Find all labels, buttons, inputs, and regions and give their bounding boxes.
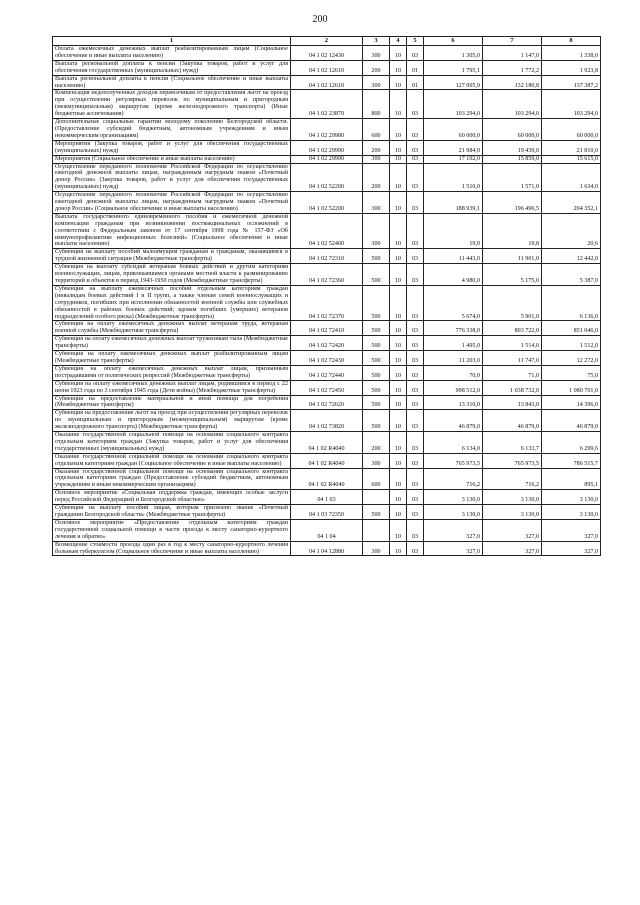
row-expense-type-cell: 500 [363, 249, 390, 264]
row-expense-type-cell: 500 [363, 365, 390, 380]
row-amount-year2-cell: 13 843,0 [483, 395, 542, 410]
row-code-cell: 04 1 04 [291, 519, 363, 541]
row-name-cell: Субвенции на выплату пособий лицам, которым присвоено звание «Почетный гражданин Белгородской области» (Межбюджетные трансферты) [53, 505, 291, 520]
row-amount-year3-cell: 5 387,0 [542, 264, 601, 286]
row-section-cell: 10 [390, 264, 407, 286]
row-name-cell: Выплата региональной доплаты к пенсии (Закупка товаров, работ и услуг для обеспечения государственных (муниципальных) нужд) [53, 60, 291, 75]
row-subsection-cell: 03 [407, 490, 424, 505]
row-name-cell: Осуществление переданного полномочия Российской Федерации по осуществлению ежегодной денежной выплаты лицам, награжденным нагрудным знаком «Почетный донор России» (Закупка товаров, работ и услуг для обеспечения государственных (муниципальных) нужд) [53, 163, 291, 192]
row-subsection-cell: 03 [407, 264, 424, 286]
row-expense-type-cell: 300 [363, 541, 390, 556]
row-amount-year2-cell: 11 747,0 [483, 351, 542, 366]
row-section-cell: 10 [390, 46, 407, 61]
row-section-cell: 10 [390, 468, 407, 490]
row-subsection-cell: 03 [407, 213, 424, 249]
row-amount-year3-cell: 14 396,0 [542, 395, 601, 410]
table-row [53, 468, 601, 490]
row-name-cell: Осуществление переданного полномочия Российской Федерации по осуществлению ежегодной денежной выплаты лицам, награжденным нагрудным знаком «Почетный донор России» (Социальное обеспечение и иные выплаты населению) [53, 192, 291, 214]
row-amount-year3-cell: 895,1 [542, 468, 601, 490]
row-code-cell: 04 1 02 72360 [291, 264, 363, 286]
row-amount-year3-cell: 137 387,2 [542, 75, 601, 90]
row-section-cell: 10 [390, 505, 407, 520]
row-subsection-cell: 03 [407, 432, 424, 454]
row-section-cell: 10 [390, 285, 407, 321]
row-amount-year2-cell: 60 000,0 [483, 119, 542, 141]
row-expense-type-cell: 500 [363, 264, 390, 286]
row-section-cell: 10 [390, 490, 407, 505]
row-expense-type-cell: 600 [363, 119, 390, 141]
row-amount-year3-cell: 103 294,0 [542, 90, 601, 119]
row-subsection-cell: 03 [407, 192, 424, 214]
column-number-row [53, 37, 601, 46]
row-amount-year2-cell: 327,0 [483, 519, 542, 541]
row-code-cell: 04 1 02 72450 [291, 380, 363, 395]
column-header: 1 [53, 37, 291, 46]
row-section-cell: 10 [390, 192, 407, 214]
row-subsection-cell: 03 [407, 351, 424, 366]
table-row [53, 541, 601, 556]
row-amount-year1-cell: 765 973,5 [424, 453, 483, 468]
table-row [53, 264, 601, 286]
table-row [53, 432, 601, 454]
row-subsection-cell: 03 [407, 249, 424, 264]
row-amount-year3-cell: 46 879,0 [542, 410, 601, 432]
row-subsection-cell: 03 [407, 163, 424, 192]
row-section-cell: 10 [390, 321, 407, 336]
row-amount-year2-cell: 46 879,0 [483, 410, 542, 432]
table-row [53, 249, 601, 264]
row-amount-year1-cell: 19,0 [424, 213, 483, 249]
row-amount-year3-cell: 851 046,0 [542, 321, 601, 336]
budget-table-container [52, 36, 600, 556]
row-name-cell: Субвенция на оплату ежемесячных денежных выплат лицам, родившимся в период с 22 июня 1923 года по 3 сентября 1945 года (Дети войны) (Межбюджетные трансферты) [53, 380, 291, 395]
row-section-cell: 10 [390, 163, 407, 192]
row-code-cell: 04 1 02 12610 [291, 60, 363, 75]
row-subsection-cell: 03 [407, 140, 424, 155]
row-amount-year2-cell: 132 180,8 [483, 75, 542, 90]
row-amount-year1-cell: 11 443,0 [424, 249, 483, 264]
row-amount-year3-cell: 204 352,1 [542, 192, 601, 214]
row-name-cell: Субвенция на оплату ежемесячных денежных выплат ветеранам труда, ветеранам военной службы (Межбюджетные трансферты) [53, 321, 291, 336]
row-amount-year1-cell: 11 203,0 [424, 351, 483, 366]
row-amount-year2-cell: 5 175,0 [483, 264, 542, 286]
row-amount-year1-cell: 127 005,9 [424, 75, 483, 90]
row-subsection-cell: 03 [407, 365, 424, 380]
row-name-cell: Основное мероприятие «Социальная поддержка граждан, имеющих особые заслуги перед Российской Федерацией и Белгородской областью» [53, 490, 291, 505]
row-code-cell: 04 1 02 72370 [291, 285, 363, 321]
row-expense-type-cell [363, 490, 390, 505]
row-amount-year2-cell: 5 901,0 [483, 285, 542, 321]
row-amount-year2-cell: 15 859,0 [483, 155, 542, 163]
row-section-cell: 10 [390, 365, 407, 380]
row-expense-type-cell: 200 [363, 163, 390, 192]
row-expense-type-cell: 300 [363, 213, 390, 249]
table-row [53, 453, 601, 468]
row-name-cell: Выплата региональной доплаты к пенсии (Социальное обеспечение и иные выплаты населению) [53, 75, 291, 90]
row-section-cell: 10 [390, 336, 407, 351]
row-name-cell: Дополнительные социальные гарантии молодому поколению Белгородской области. (Предоставление субсидий бюджетным, автономным учреждениям и иным некоммерческим организациям) [53, 119, 291, 141]
row-subsection-cell: 01 [407, 60, 424, 75]
row-amount-year3-cell: 1 080 701,0 [542, 380, 601, 395]
row-amount-year2-cell: 327,0 [483, 541, 542, 556]
row-expense-type-cell: 500 [363, 395, 390, 410]
row-subsection-cell: 03 [407, 119, 424, 141]
row-subsection-cell: 03 [407, 541, 424, 556]
row-code-cell: 04 1 02 52400 [291, 213, 363, 249]
row-expense-type-cell: 500 [363, 336, 390, 351]
row-code-cell: 04 1 02 72410 [291, 321, 363, 336]
row-amount-year3-cell: 6 136,0 [542, 285, 601, 321]
row-section-cell: 10 [390, 60, 407, 75]
table-row [53, 380, 601, 395]
row-subsection-cell: 03 [407, 380, 424, 395]
row-amount-year1-cell: 103 294,0 [424, 90, 483, 119]
row-code-cell: 04 1 02 52200 [291, 163, 363, 192]
table-row [53, 155, 601, 163]
row-subsection-cell: 03 [407, 285, 424, 321]
row-name-cell: Субвенция на оплату ежемесячных денежных выплат реабилитированным лицам (Межбюджетные трансферты) [53, 351, 291, 366]
row-amount-year2-cell: 3 130,0 [483, 490, 542, 505]
table-row [53, 336, 601, 351]
row-amount-year2-cell: 103 294,0 [483, 90, 542, 119]
row-subsection-cell: 03 [407, 453, 424, 468]
row-amount-year3-cell: 12 442,0 [542, 249, 601, 264]
row-code-cell: 04 1 03 [291, 490, 363, 505]
row-code-cell: 04 1 02 72430 [291, 351, 363, 366]
table-row [53, 163, 601, 192]
column-header: 5 [407, 37, 424, 46]
row-amount-year3-cell: 3 130,0 [542, 505, 601, 520]
row-amount-year1-cell: 1 510,0 [424, 163, 483, 192]
row-subsection-cell: 03 [407, 321, 424, 336]
row-code-cell: 04 1 02 72620 [291, 395, 363, 410]
row-amount-year2-cell: 1 514,0 [483, 336, 542, 351]
row-code-cell: 04 1 02 12430 [291, 46, 363, 61]
row-amount-year1-cell: 46 879,0 [424, 410, 483, 432]
row-section-cell: 10 [390, 541, 407, 556]
row-name-cell: Выплата государственного единовременного пособия и ежемесячной денежной компенсации гражданам при возникновении поствакцинальных осложнений в соответствии с Федеральным законом от 17 сентября 1998 года № 157-ФЗ «Об иммунопрофилактике инфекционных болезней» (Социальное обеспечение и иные выплаты населению) [53, 213, 291, 249]
row-subsection-cell: 03 [407, 410, 424, 432]
row-amount-year1-cell: 6 134,0 [424, 432, 483, 454]
row-subsection-cell: 03 [407, 505, 424, 520]
column-header: 6 [424, 37, 483, 46]
row-amount-year3-cell: 327,0 [542, 541, 601, 556]
row-expense-type-cell: 500 [363, 351, 390, 366]
table-row [53, 490, 601, 505]
row-expense-type-cell: 300 [363, 75, 390, 90]
row-subsection-cell: 01 [407, 75, 424, 90]
row-subsection-cell: 03 [407, 519, 424, 541]
row-name-cell: Субвенция на оплату ежемесячных денежных выплат труженикам тыла (Межбюджетные трансферты) [53, 336, 291, 351]
row-code-cell: 04 1 02 72310 [291, 249, 363, 264]
row-amount-year2-cell: 765 973,5 [483, 453, 542, 468]
row-code-cell: 04 1 02 29990 [291, 140, 363, 155]
row-amount-year3-cell: 15 615,0 [542, 155, 601, 163]
column-header: 8 [542, 37, 601, 46]
table-row [53, 213, 601, 249]
row-subsection-cell: 03 [407, 46, 424, 61]
row-section-cell: 10 [390, 380, 407, 395]
row-amount-year2-cell: 196 496,5 [483, 192, 542, 214]
row-amount-year2-cell: 19 439,0 [483, 140, 542, 155]
row-amount-year3-cell: 1 923,8 [542, 60, 601, 75]
row-section-cell: 10 [390, 395, 407, 410]
table-row [53, 90, 601, 119]
row-subsection-cell: 03 [407, 468, 424, 490]
table-row [53, 285, 601, 321]
table-row [53, 140, 601, 155]
row-section-cell: 10 [390, 213, 407, 249]
row-amount-year3-cell: 6 299,6 [542, 432, 601, 454]
row-code-cell: 04 1 02 12610 [291, 75, 363, 90]
row-code-cell: 04 1 02 72440 [291, 365, 363, 380]
row-amount-year1-cell: 60 000,0 [424, 119, 483, 141]
table-row [53, 505, 601, 520]
row-expense-type-cell: 300 [363, 453, 390, 468]
row-amount-year1-cell: 776 338,0 [424, 321, 483, 336]
row-name-cell: Основное мероприятие «Предоставление отдельным категориям граждан государственной социальной помощи в части проезда к месту санаторно-курортного лечения и обратно» [53, 519, 291, 541]
row-name-cell: Субвенция на выплату субсидий ветеранам боевых действий и другим категориям военнослужащих, лицам, привлекавшимся органами местной власти к разминированию территорий и объектов в период 1943-1950 годов (Межбюджетные трансферты) [53, 264, 291, 286]
row-expense-type-cell: 600 [363, 468, 390, 490]
row-expense-type-cell: 500 [363, 321, 390, 336]
row-amount-year2-cell: 1 571,0 [483, 163, 542, 192]
row-name-cell: Субвенция на выплату пособий малоимущим гражданам и гражданам, оказавшимся в трудной жизненной ситуации (Межбюджетные трансферты) [53, 249, 291, 264]
row-amount-year1-cell: 4 980,0 [424, 264, 483, 286]
row-amount-year2-cell: 1 038 732,0 [483, 380, 542, 395]
row-section-cell: 10 [390, 119, 407, 141]
row-expense-type-cell: 200 [363, 432, 390, 454]
row-section-cell: 10 [390, 155, 407, 163]
row-amount-year1-cell: 327,0 [424, 541, 483, 556]
row-subsection-cell: 03 [407, 395, 424, 410]
row-amount-year1-cell: 1 795,1 [424, 60, 483, 75]
row-code-cell: 04 1 02 29990 [291, 155, 363, 163]
table-row [53, 365, 601, 380]
table-row [53, 519, 601, 541]
row-name-cell: Субвенция на предоставление льгот на проезд при осуществлении регулярных перевозок по муниципальным и пригородным (межмуниципальным) маршрутам (кроме железнодорожного транспорта) (Межбюджетные трансферты) [53, 410, 291, 432]
row-amount-year2-cell: 11 901,0 [483, 249, 542, 264]
table-row [53, 46, 601, 61]
row-amount-year1-cell: 3 130,0 [424, 490, 483, 505]
row-amount-year1-cell: 1 495,0 [424, 336, 483, 351]
row-code-cell: 04 1 02 R4040 [291, 468, 363, 490]
row-code-cell: 04 1 04 12880 [291, 541, 363, 556]
row-expense-type-cell: 200 [363, 60, 390, 75]
column-header: 7 [483, 37, 542, 46]
row-expense-type-cell: 500 [363, 380, 390, 395]
row-code-cell: 04 1 02 R4040 [291, 432, 363, 454]
row-subsection-cell: 03 [407, 336, 424, 351]
row-expense-type-cell: 500 [363, 505, 390, 520]
row-amount-year2-cell: 71,0 [483, 365, 542, 380]
row-name-cell: Оказание государственной социальной помощи на основании социального контракта отдельным категориям граждан (Закупка товаров, работ и услуг для обеспечения государственных (муниципальных) нужд) [53, 432, 291, 454]
row-code-cell: 04 1 02 29980 [291, 119, 363, 141]
row-expense-type-cell [363, 519, 390, 541]
table-row [53, 351, 601, 366]
row-name-cell: Возмещение стоимости проезда один раз в год к месту санаторно-курортного лечения больным туберкулезом (Социальное обеспечение и иные выплаты населению) [53, 541, 291, 556]
table-row [53, 119, 601, 141]
row-expense-type-cell: 500 [363, 410, 390, 432]
row-name-cell: Оказание государственной социальной помощи на основании социального контракта отдельным категориям граждан (Социальное обеспечение и иные выплаты населению) [53, 453, 291, 468]
row-amount-year2-cell: 1 772,2 [483, 60, 542, 75]
row-name-cell: Мероприятия (Социальное обеспечение и иные выплаты населению) [53, 155, 291, 163]
row-section-cell: 10 [390, 351, 407, 366]
row-amount-year1-cell: 3 130,0 [424, 505, 483, 520]
row-amount-year3-cell: 20,6 [542, 213, 601, 249]
row-section-cell: 10 [390, 519, 407, 541]
row-amount-year1-cell: 716,2 [424, 468, 483, 490]
row-amount-year3-cell: 786 515,7 [542, 453, 601, 468]
row-amount-year1-cell: 21 984,0 [424, 140, 483, 155]
row-subsection-cell: 03 [407, 155, 424, 163]
table-row [53, 321, 601, 336]
row-amount-year2-cell: 716,2 [483, 468, 542, 490]
row-amount-year3-cell: 21 810,0 [542, 140, 601, 155]
row-amount-year3-cell: 12 272,0 [542, 351, 601, 366]
row-amount-year2-cell: 3 130,0 [483, 505, 542, 520]
row-amount-year3-cell: 1 634,0 [542, 163, 601, 192]
row-code-cell: 04 1 02 23870 [291, 90, 363, 119]
row-section-cell: 10 [390, 410, 407, 432]
column-header: 2 [291, 37, 363, 46]
row-amount-year2-cell: 6 133,7 [483, 432, 542, 454]
row-subsection-cell: 03 [407, 90, 424, 119]
row-name-cell: Субвенция на предоставление материальной и иной помощи для погребения (Межбюджетные трансферты) [53, 395, 291, 410]
row-expense-type-cell: 200 [363, 140, 390, 155]
row-amount-year3-cell: 1 338,0 [542, 46, 601, 61]
row-expense-type-cell: 500 [363, 285, 390, 321]
row-amount-year3-cell: 327,0 [542, 519, 601, 541]
row-amount-year2-cell: 1 147,0 [483, 46, 542, 61]
row-amount-year2-cell: 19,8 [483, 213, 542, 249]
row-code-cell: 04 1 02 R4040 [291, 453, 363, 468]
row-amount-year1-cell: 13 310,0 [424, 395, 483, 410]
row-amount-year3-cell: 1 512,0 [542, 336, 601, 351]
table-row [53, 75, 601, 90]
row-section-cell: 10 [390, 90, 407, 119]
row-code-cell: 04 1 02 52200 [291, 192, 363, 214]
row-amount-year1-cell: 17 102,0 [424, 155, 483, 163]
row-section-cell: 10 [390, 453, 407, 468]
row-amount-year3-cell: 60 000,0 [542, 119, 601, 141]
row-name-cell: Мероприятия (Закупка товаров, работ и услуг для обеспечения государственных (муниципальных) нужд) [53, 140, 291, 155]
row-section-cell: 10 [390, 75, 407, 90]
row-code-cell: 04 1 02 72420 [291, 336, 363, 351]
row-name-cell: Оказание государственной социальной помощи на основании социального контракта отдельным категориям граждан (Предоставление субсидий бюджетным, автономным учреждениям и иным некоммерческим организациям) [53, 468, 291, 490]
column-header: 4 [390, 37, 407, 46]
row-section-cell: 10 [390, 249, 407, 264]
row-code-cell: 04 1 02 73820 [291, 410, 363, 432]
row-expense-type-cell: 300 [363, 192, 390, 214]
row-name-cell: Субвенции на выплату ежемесячных пособий отдельным категориям граждан (инвалидам боевых действий I и II групп, а также членам семей военнослужащих и сотрудников, погибших при исполнении обязанностей военной службы или служебных обязанностей в районах боевых действий; вдовам погибших (умерших) ветеранов подразделений особого риска) (Межбюджетные трансферты) [53, 285, 291, 321]
row-name-cell: Субвенция на оплату ежемесячных денежных выплат лицам, признанным пострадавшими от политических репрессий (Межбюджетные трансферты) [53, 365, 291, 380]
page-number: 200 [312, 14, 328, 25]
row-expense-type-cell: 300 [363, 155, 390, 163]
row-name-cell: Оплата ежемесячных денежных выплат реабилитированным лицам (Социальное обеспечение и иные выплаты населению) [53, 46, 291, 61]
row-expense-type-cell: 800 [363, 90, 390, 119]
column-header: 3 [363, 37, 390, 46]
budget-table [52, 36, 601, 556]
row-expense-type-cell: 300 [363, 46, 390, 61]
row-code-cell: 04 1 03 72350 [291, 505, 363, 520]
row-amount-year1-cell: 70,0 [424, 365, 483, 380]
row-amount-year3-cell: 75,0 [542, 365, 601, 380]
table-body [53, 46, 601, 556]
row-amount-year1-cell: 1 305,0 [424, 46, 483, 61]
row-amount-year1-cell: 188 939,1 [424, 192, 483, 214]
row-amount-year1-cell: 327,0 [424, 519, 483, 541]
row-amount-year3-cell: 3 130,0 [542, 490, 601, 505]
row-section-cell: 10 [390, 140, 407, 155]
table-row [53, 410, 601, 432]
row-amount-year2-cell: 803 722,0 [483, 321, 542, 336]
row-name-cell: Компенсация недополученных доходов перевозчикам от предоставления льгот на проезд при осуществлении регулярных перевозок по муниципальным и пригородным (межмуниципальным) маршрутам (кроме железнодорожного транспорта) (Иные бюджетные ассигнования) [53, 90, 291, 119]
row-amount-year1-cell: 998 512,0 [424, 380, 483, 395]
table-row [53, 395, 601, 410]
row-amount-year1-cell: 5 674,0 [424, 285, 483, 321]
table-row [53, 60, 601, 75]
row-section-cell: 10 [390, 432, 407, 454]
table-row [53, 192, 601, 214]
